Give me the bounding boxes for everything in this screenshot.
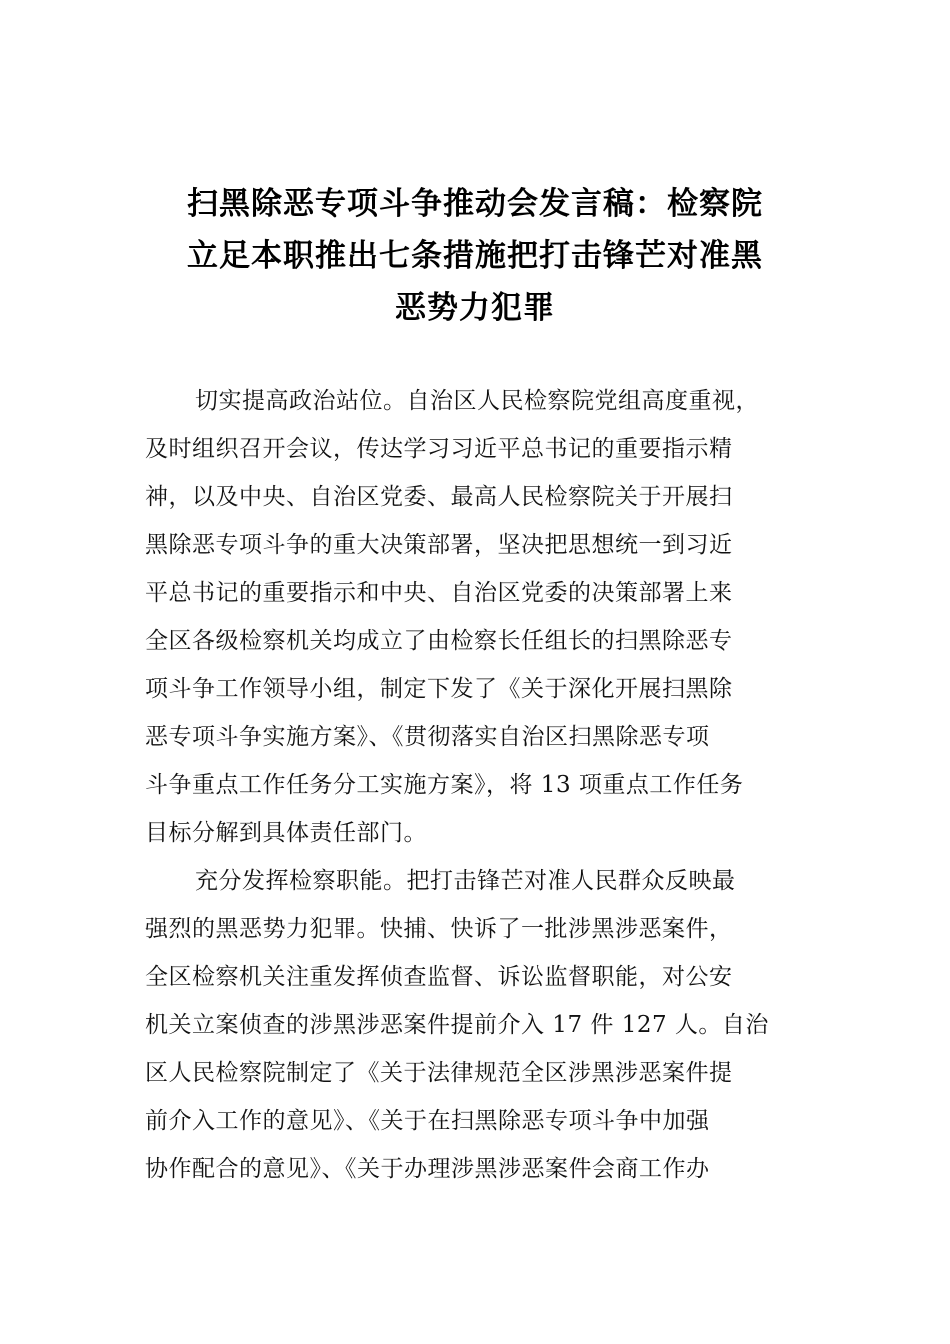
document-title bbox=[150, 178, 800, 334]
paragraph-line: 全区各级检察机关均成立了由检察长任组长的扫黑除恶专 bbox=[145, 628, 733, 654]
title-line: 扫黑除恶专项斗争推动会发言稿：检察院 bbox=[187, 186, 763, 222]
paragraph-procuratorial-function bbox=[145, 857, 835, 1193]
paragraph-line: 项斗争工作领导小组，制定下发了《关于深化开展扫黑除 bbox=[145, 676, 733, 702]
paragraph-line: 神，以及中央、自治区党委、最高人民检察院关于开展扫 bbox=[145, 484, 733, 510]
paragraph-line: 黑除恶专项斗争的重大决策部署，坚决把思想统一到习近 bbox=[145, 532, 733, 558]
title-line: 恶势力犯罪 bbox=[395, 290, 555, 326]
paragraph-line: 充分发挥检察职能。把打击锋芒对准人民群众反映最 bbox=[195, 868, 736, 894]
paragraph-political-stance bbox=[145, 377, 835, 857]
paragraph-line: 全区检察机关注重发挥侦查监督、诉讼监督职能，对公安 bbox=[145, 964, 733, 990]
paragraph-line: 强烈的黑恶势力犯罪。快捕、快诉了一批涉黑涉恶案件， bbox=[145, 916, 733, 942]
paragraph-line: 切实提高政治站位。自治区人民检察院党组高度重视， bbox=[195, 388, 759, 414]
paragraph-line: 前介入工作的意见》、《关于在扫黑除恶专项斗争中加强 bbox=[145, 1108, 710, 1134]
paragraph-line: 斗争重点工作任务分工实施方案》，将 13 项重点工作任务 bbox=[145, 772, 744, 798]
paragraph-line: 及时组织召开会议，传达学习习近平总书记的重要指示精 bbox=[145, 436, 733, 462]
document-body bbox=[145, 377, 835, 1193]
paragraph-line: 机关立案侦查的涉黑涉恶案件提前介入 17 件 127 人。自治 bbox=[145, 1012, 769, 1038]
paragraph-line: 目标分解到具体责任部门。 bbox=[145, 820, 427, 846]
paragraph-line: 区人民检察院制定了《关于法律规范全区涉黑涉恶案件提 bbox=[145, 1060, 733, 1086]
paragraph-line: 协作配合的意见》、《关于办理涉黑涉恶案件会商工作办 bbox=[145, 1156, 710, 1182]
title-line: 立足本职推出七条措施把打击锋芒对准黑 bbox=[187, 238, 763, 274]
paragraph-line: 恶专项斗争实施方案》、《贯彻落实自治区扫黑除恶专项 bbox=[145, 724, 710, 750]
paragraph-line: 平总书记的重要指示和中央、自治区党委的决策部署上来 bbox=[145, 580, 733, 606]
